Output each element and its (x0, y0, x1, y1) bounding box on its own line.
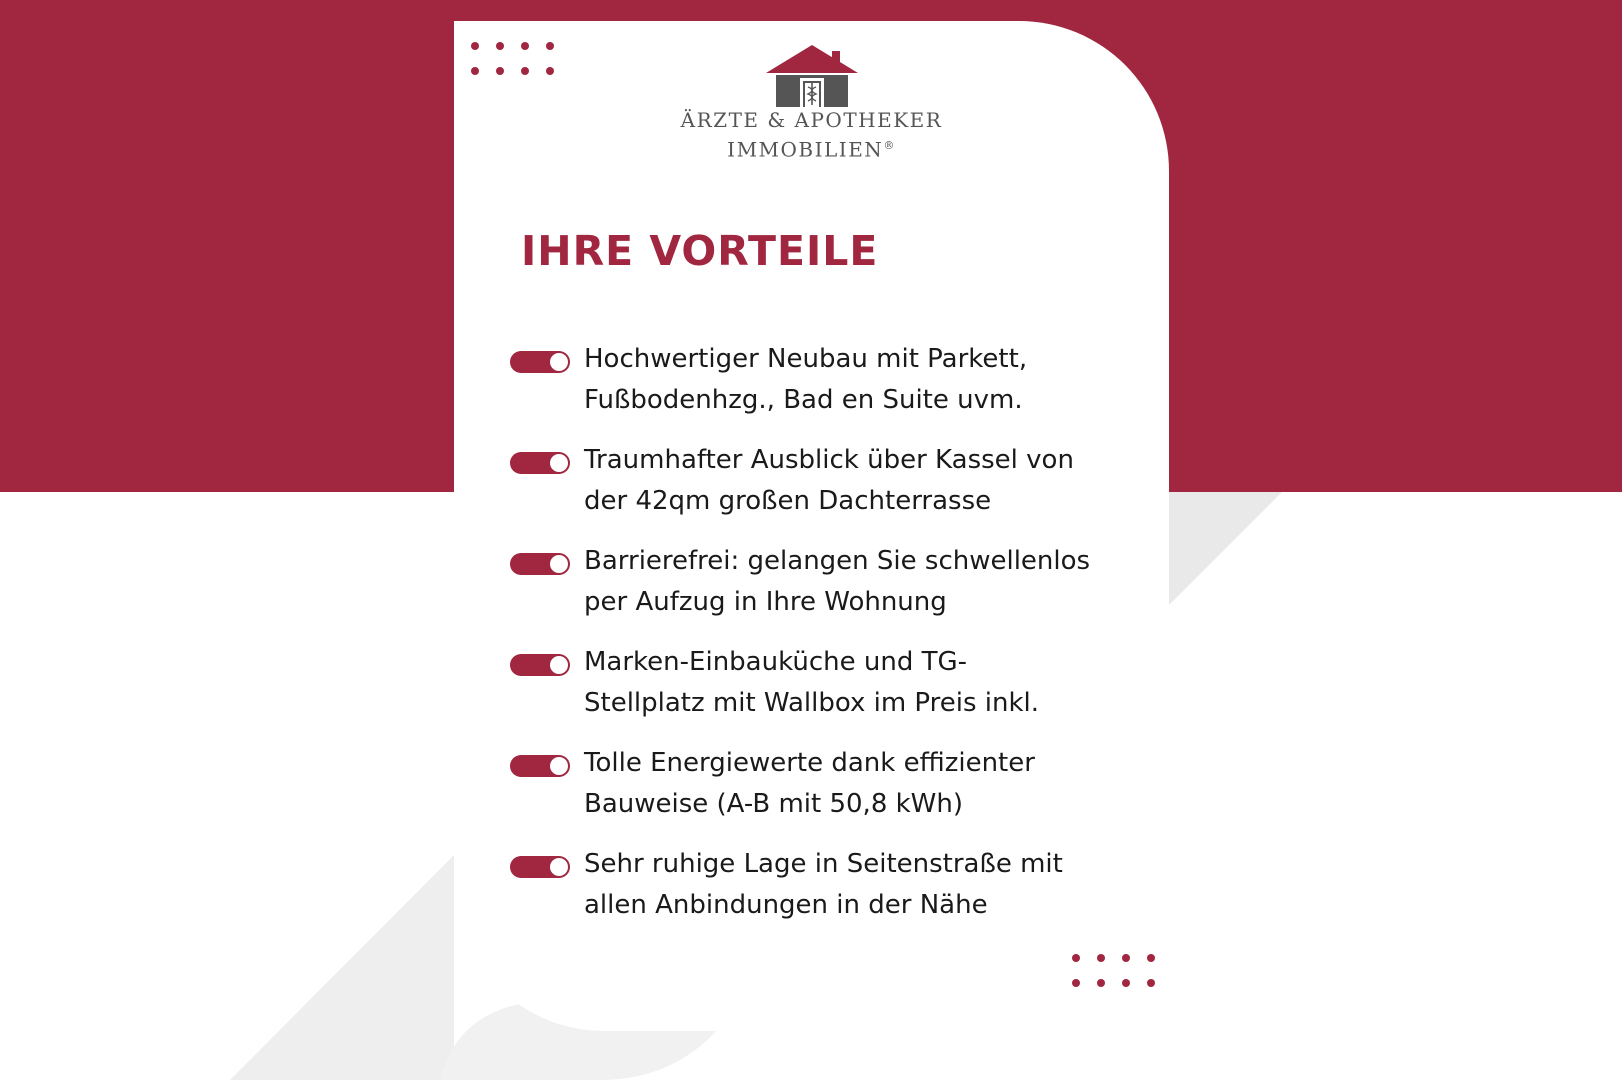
benefits-list (510, 339, 1150, 945)
benefit-line2: per Aufzug in Ihre Wohnung (584, 587, 947, 617)
benefits-card (454, 21, 1169, 1031)
decor-dots-bottom-right (1072, 954, 1155, 987)
benefit-line2: der 42qm großen Dachterrasse (584, 486, 992, 516)
benefits-heading: IHRE VORTEILE (521, 227, 879, 275)
benefit-line1: Traumhafter Ausblick über Kassel von (584, 445, 1074, 475)
toggle-on-icon (510, 553, 570, 575)
brand-name-word: IMMOBILIEN (727, 137, 884, 162)
benefit-text (584, 541, 1154, 623)
benefit-line2: allen Anbindungen in der Nähe (584, 890, 988, 920)
toggle-on-icon (510, 452, 570, 474)
brand-name-line2 (454, 133, 1169, 163)
benefit-item (510, 541, 1150, 642)
benefit-line1: Sehr ruhige Lage in Seitenstraße mit (584, 849, 1063, 879)
toggle-on-icon (510, 351, 570, 373)
benefit-item (510, 339, 1150, 440)
toggle-on-icon (510, 755, 570, 777)
benefit-text (584, 844, 1154, 926)
benefit-line1: Barrierefrei: gelangen Sie schwellenlos (584, 546, 1091, 576)
house-with-caduceus-icon (766, 45, 858, 107)
benefit-text (584, 339, 1154, 421)
decor-diagonal-right (1169, 492, 1282, 605)
benefit-text (584, 440, 1154, 522)
benefit-text (584, 743, 1154, 825)
benefit-item (510, 743, 1150, 844)
benefit-item (510, 440, 1150, 541)
benefit-line1: Marken-Einbauküche und TG- (584, 647, 967, 677)
benefit-text (584, 642, 1154, 724)
trademark-symbol: ® (883, 139, 896, 152)
benefit-line2: Fußbodenhzg., Bad en Suite uvm. (584, 385, 1023, 415)
brand-logo (454, 45, 1169, 163)
benefit-line1: Tolle Energiewerte dank effizienter (584, 748, 1035, 778)
benefit-item (510, 642, 1150, 743)
benefit-line1: Hochwertiger Neubau mit Parkett, (584, 344, 1028, 374)
benefit-line2: Bauweise (A-B mit 50,8 kWh) (584, 789, 964, 819)
toggle-on-icon (510, 856, 570, 878)
benefit-line2: Stellplatz mit Wallbox im Preis inkl. (584, 688, 1040, 718)
benefit-item (510, 844, 1150, 945)
decor-diagonal-left (230, 855, 454, 1080)
brand-name-line1: ÄRZTE & APOTHEKER (680, 108, 943, 132)
toggle-on-icon (510, 654, 570, 676)
